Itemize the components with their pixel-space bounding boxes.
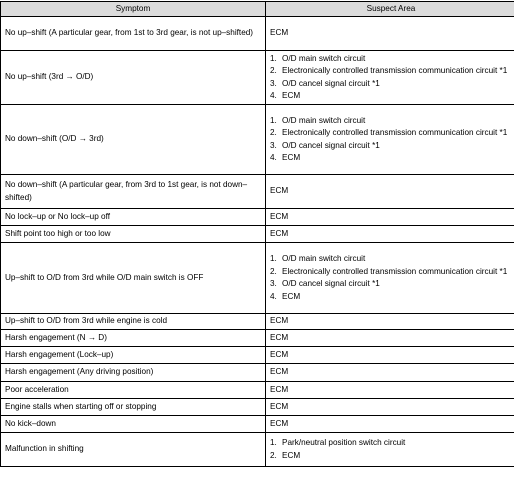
table-row	[1, 314, 514, 330]
table-row	[1, 399, 514, 416]
item-number: 1.	[270, 254, 277, 263]
symptom-cell: Harsh engagement (Lock–up)	[1, 347, 266, 364]
suspect-area-item	[270, 127, 512, 140]
table-row	[1, 347, 514, 364]
item-number: 3.	[270, 78, 277, 88]
suspect-area-cell	[266, 209, 514, 226]
symptom-cell: No down–shift (O/D → 3rd)	[1, 105, 266, 175]
suspect-area-item	[270, 266, 512, 279]
suspect-area-cell	[266, 364, 514, 382]
symptom-cell: No kick–down	[1, 416, 266, 433]
symptom-cell: Engine stalls when starting off or stopping	[1, 399, 266, 416]
item-number: 1.	[270, 53, 277, 63]
suspect-area-item: ECM	[270, 384, 289, 394]
symptom-cell: No up–shift (3rd → O/D)	[1, 51, 266, 105]
item-text: O/D main switch circuit	[282, 115, 366, 125]
table-row	[1, 382, 514, 399]
suspect-area-item	[270, 65, 512, 78]
item-text: O/D main switch circuit	[282, 254, 366, 263]
suspect-area-item: ECM	[270, 401, 289, 411]
table-row	[1, 364, 514, 382]
suspect-area-list	[270, 253, 512, 303]
suspect-area-item	[270, 152, 512, 165]
symptom-cell: No down–shift (A particular gear, from 3rd to 1st gear, is not down–shifted)	[1, 175, 266, 209]
suspect-area-item	[270, 115, 512, 128]
item-number: 2.	[270, 66, 277, 75]
suspect-area-cell	[266, 416, 514, 433]
item-number: 2.	[270, 128, 277, 137]
suspect-area-cell	[266, 399, 514, 416]
suspect-area-item: ECM	[270, 316, 289, 326]
item-number: 4.	[270, 291, 277, 301]
item-text: ECM	[282, 450, 301, 460]
item-text: Park/neutral position switch circuit	[282, 438, 406, 447]
item-number: 4.	[270, 91, 277, 100]
symptom-cell: Up–shift to O/D from 3rd while engine is cold	[1, 314, 266, 330]
symptom-cell: Harsh engagement (N → D)	[1, 330, 266, 347]
suspect-area-item: ECM	[270, 367, 289, 377]
table-row	[1, 433, 514, 467]
suspect-area-cell	[266, 105, 514, 175]
suspect-area-item: ECM	[270, 211, 289, 221]
table-row	[1, 175, 514, 209]
item-text: Electronically controlled transmission communication circuit *1	[282, 266, 508, 276]
symptom-cell: Up–shift to O/D from 3rd while O/D main switch is OFF	[1, 243, 266, 314]
suspect-area-item: ECM	[270, 186, 289, 196]
item-text: Electronically controlled transmission communication circuit *1	[282, 66, 508, 75]
symptom-cell: Poor acceleration	[1, 382, 266, 399]
table-row	[1, 330, 514, 347]
suspect-area-list	[270, 115, 512, 165]
suspect-area-item	[270, 253, 512, 266]
item-number: 3.	[270, 279, 277, 288]
symptom-cell: Harsh engagement (Any driving position)	[1, 364, 266, 382]
item-text: O/D main switch circuit	[282, 53, 366, 63]
suspect-area-cell	[266, 226, 514, 243]
item-text: ECM	[282, 291, 301, 301]
item-text: O/D cancel signal circuit *1	[282, 78, 380, 88]
symptom-cell: Shift point too high or too low	[1, 226, 266, 243]
suspect-area-item	[270, 437, 512, 450]
item-text: O/D cancel signal circuit *1	[282, 279, 380, 288]
item-text: Electronically controlled transmission communication circuit *1	[282, 128, 508, 137]
suspect-area-item: ECM	[270, 28, 289, 38]
suspect-area-item	[270, 450, 512, 463]
suspect-area-cell	[266, 382, 514, 399]
item-text: ECM	[282, 91, 301, 100]
suspect-area-cell	[266, 314, 514, 330]
item-number: 1.	[270, 438, 277, 447]
suspect-area-cell	[266, 433, 514, 467]
suspect-area-item: ECM	[270, 228, 289, 238]
table-row	[1, 17, 514, 51]
suspect-area-list	[270, 53, 512, 103]
symptom-cell: No up–shift (A particular gear, from 1st to 3rd gear, is not up–shifted)	[1, 17, 266, 51]
item-number: 2.	[270, 450, 277, 460]
suspect-area-cell	[266, 17, 514, 51]
suspect-area-item	[270, 78, 512, 91]
symptom-table	[0, 1, 514, 467]
header-symptom: Symptom	[1, 2, 266, 17]
table-row	[1, 209, 514, 226]
suspect-area-list	[270, 437, 512, 462]
suspect-area-item	[270, 291, 512, 304]
suspect-area-item	[270, 90, 512, 103]
item-text: O/D cancel signal circuit *1	[282, 140, 380, 150]
table-row	[1, 51, 514, 105]
suspect-area-item: ECM	[270, 418, 289, 428]
suspect-area-item	[270, 53, 512, 66]
suspect-area-cell	[266, 51, 514, 105]
table-body	[1, 17, 514, 467]
suspect-area-item: ECM	[270, 349, 289, 359]
header-suspect-area: Suspect Area	[266, 2, 514, 17]
suspect-area-item: ECM	[270, 332, 289, 342]
suspect-area-item	[270, 140, 512, 153]
suspect-area-cell	[266, 175, 514, 209]
item-number: 1.	[270, 115, 277, 125]
suspect-area-cell	[266, 330, 514, 347]
item-number: 4.	[270, 153, 277, 162]
symptom-cell: No lock–up or No lock–up off	[1, 209, 266, 226]
suspect-area-item	[270, 278, 512, 291]
suspect-area-cell	[266, 243, 514, 314]
table-row	[1, 226, 514, 243]
symptom-cell: Malfunction in shifting	[1, 433, 266, 467]
item-number: 3.	[270, 140, 277, 150]
item-number: 2.	[270, 266, 277, 276]
table-header-row	[1, 2, 514, 17]
table-row	[1, 416, 514, 433]
table-row	[1, 105, 514, 175]
item-text: ECM	[282, 153, 301, 162]
suspect-area-cell	[266, 347, 514, 364]
table-row	[1, 243, 514, 314]
